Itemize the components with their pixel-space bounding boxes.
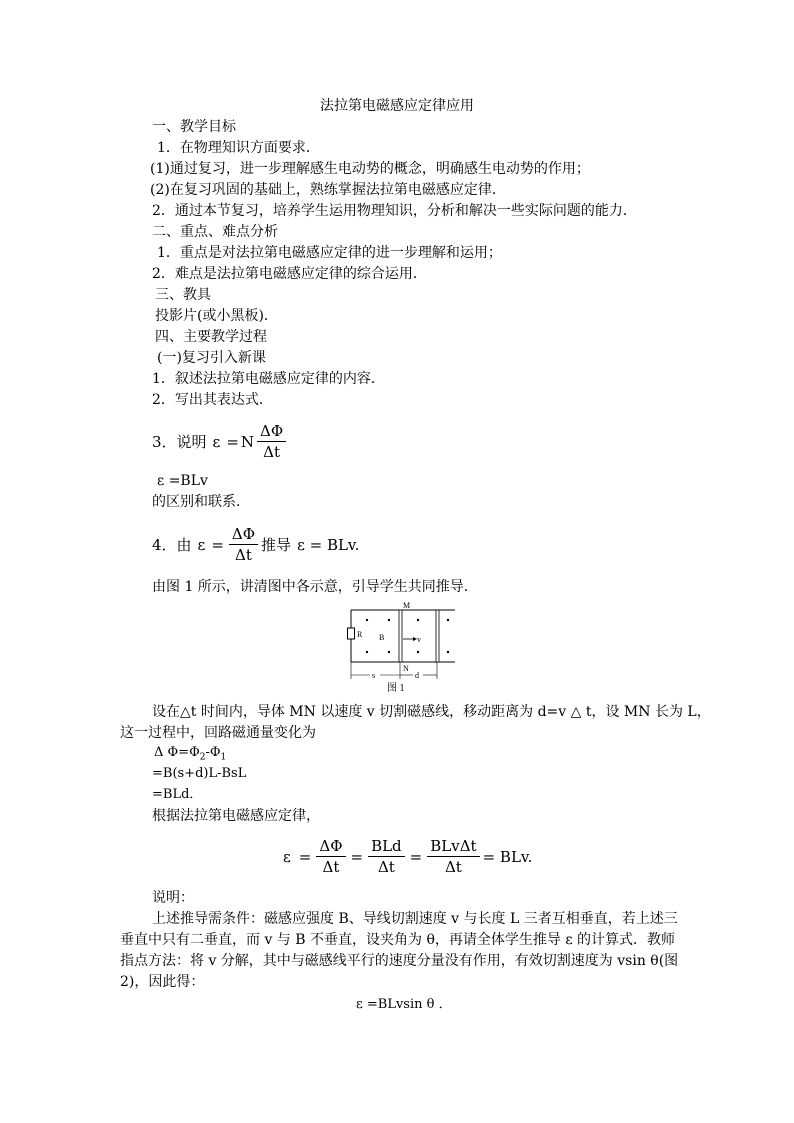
flux-mid: -Φ <box>205 745 221 760</box>
main-eq-fraction-3 <box>427 836 479 877</box>
eq3-lhs: ε <box>212 432 221 451</box>
note-paragraph-line-4: 2)，因此得： <box>120 974 205 990</box>
item-4-prefix: 4．由 <box>152 536 192 554</box>
main-eq-lhs: ε <box>283 847 291 866</box>
eq4-fraction <box>229 524 258 565</box>
note-paragraph-line-3: 指点方法：将 v 分解，其中与磁感线平行的速度分量没有作用，有效切割速度为 vsin θ(图 <box>120 953 679 969</box>
field-dot <box>447 651 449 653</box>
fraction-3-numerator: BLvΔt <box>427 836 479 857</box>
note-heading: 说明： <box>152 890 194 906</box>
field-dot <box>388 619 390 621</box>
process-item-1: 1．叙述法拉第电磁感应定律的内容． <box>152 371 385 387</box>
item-3-prefix: 3．说明 <box>152 433 207 451</box>
materials-content: 投影片(或小黑板)． <box>155 308 278 324</box>
equation-item-4 <box>152 524 359 565</box>
main-eq-end: = BLv. <box>482 847 533 866</box>
eq4-denominator: Δt <box>235 546 252 564</box>
resistor-icon <box>348 628 355 639</box>
derivation-step-3: =BLd． <box>152 787 203 802</box>
note-paragraph-line-1: 上述推导需条件：磁感应强度 B、导线切割速度 v 与长度 L 三者互相垂直，若上述三 <box>152 911 678 927</box>
equation-blv: ε =BLv <box>157 473 208 489</box>
flux-sub-2: 2 <box>199 752 206 763</box>
section-heading-materials: 三、教具 <box>155 287 211 303</box>
objective-sub-1: (1)通过复习，进一步理解感生电动势的概念，明确感生电动势的作用； <box>150 161 590 177</box>
eq4-equals: = <box>211 535 224 554</box>
eq3-denominator: Δt <box>263 443 281 461</box>
flux-sub-1: 1 <box>220 752 227 763</box>
note-paragraph-line-2: 垂直中只有二垂直，而 v 与 B 不垂直，设夹角为 θ，再请全体学生推导 ε 的计算式．教师 <box>120 932 676 948</box>
figure-intro: 由图 1 所示，讲清图中各示意，引导学生共同推导． <box>152 579 478 595</box>
subsection-heading-review: (一)复习引入新课 <box>157 350 266 366</box>
law-statement: 根据法拉第电磁感应定律， <box>152 808 320 824</box>
objective-sub-2: (2)在复习巩固的基础上，熟练掌握法拉第电磁感应定律． <box>150 182 506 198</box>
objective-item-1: 1．在物理知识方面要求． <box>157 140 320 156</box>
objective-item-2: 2．通过本节复习，培养学生运用物理知识，分析和解决一些实际问题的能力． <box>152 203 637 219</box>
equation-item-3 <box>152 421 289 462</box>
figure-1-diagram <box>345 600 457 696</box>
section-heading-process: 四、主要教学过程 <box>155 329 267 345</box>
fraction-2-numerator: BLd <box>368 836 405 857</box>
eq3-fraction <box>257 421 286 462</box>
process-item-2: 2．写出其表达式． <box>152 392 273 408</box>
label-M: M <box>403 601 411 610</box>
field-dot <box>417 619 419 621</box>
eq3-equals: = <box>226 432 239 451</box>
page-title: 法拉第电磁感应定律应用 <box>320 98 474 114</box>
label-s: s <box>372 671 376 680</box>
main-equation <box>283 836 532 877</box>
main-eq-equals-3: = <box>409 847 423 866</box>
key-point-2: 2．难点是法拉第电磁感应定律的综合运用． <box>152 266 427 282</box>
label-B: B <box>379 633 385 642</box>
item-4-mid: 推导 <box>261 536 292 554</box>
derivation-line-1: 设在△t 时间内，导体 MN 以速度 v 切割磁感线，移动距离为 d=v △ t，设 MN 长为 L， <box>152 704 711 720</box>
fraction-2-denominator: Δt <box>377 858 395 876</box>
figure-caption: 图 1 <box>387 683 405 694</box>
key-point-1: 1．重点是对法拉第电磁感应定律的进一步理解和运用； <box>157 245 502 261</box>
fraction-3-denominator: Δt <box>444 858 462 876</box>
label-v: v <box>417 635 421 644</box>
field-dot <box>417 651 419 653</box>
eq3-N: N <box>240 432 255 451</box>
fraction-1-numerator: ΔΦ <box>316 836 345 857</box>
label-R: R <box>357 630 363 639</box>
eq3-numerator: ΔΦ <box>257 421 286 442</box>
conductor-displaced <box>436 610 439 662</box>
main-eq-fraction-1 <box>316 836 345 877</box>
section-heading-objectives: 一、教学目标 <box>152 119 236 135</box>
flux-prefix: Δ Φ=Φ <box>154 745 200 760</box>
main-eq-equals-1: = <box>298 847 312 866</box>
conductor-MN <box>399 610 402 662</box>
eq4-lhs: ε <box>197 535 206 554</box>
field-dot <box>366 651 368 653</box>
derivation-line-2: 这一过程中，回路磁通量变化为 <box>120 725 316 741</box>
field-dot <box>388 651 390 653</box>
field-dot <box>447 619 449 621</box>
eq4-numerator: ΔΦ <box>229 524 258 545</box>
eq4-rhs: ε = BLv. <box>297 535 360 554</box>
derivation-step-2: =B(s+d)L-BsL <box>152 766 247 781</box>
label-d: d <box>415 671 419 680</box>
main-eq-fraction-2 <box>368 836 405 877</box>
main-eq-equals-2: = <box>350 847 364 866</box>
item-3-suffix: 的区别和联系． <box>152 494 250 510</box>
result-equation: ε =BLvsin θ ． <box>356 997 452 1012</box>
section-heading-key-points: 二、重点、难点分析 <box>152 224 278 240</box>
fraction-1-denominator: Δt <box>322 858 340 876</box>
label-N: N <box>403 664 409 673</box>
field-dot <box>366 619 368 621</box>
